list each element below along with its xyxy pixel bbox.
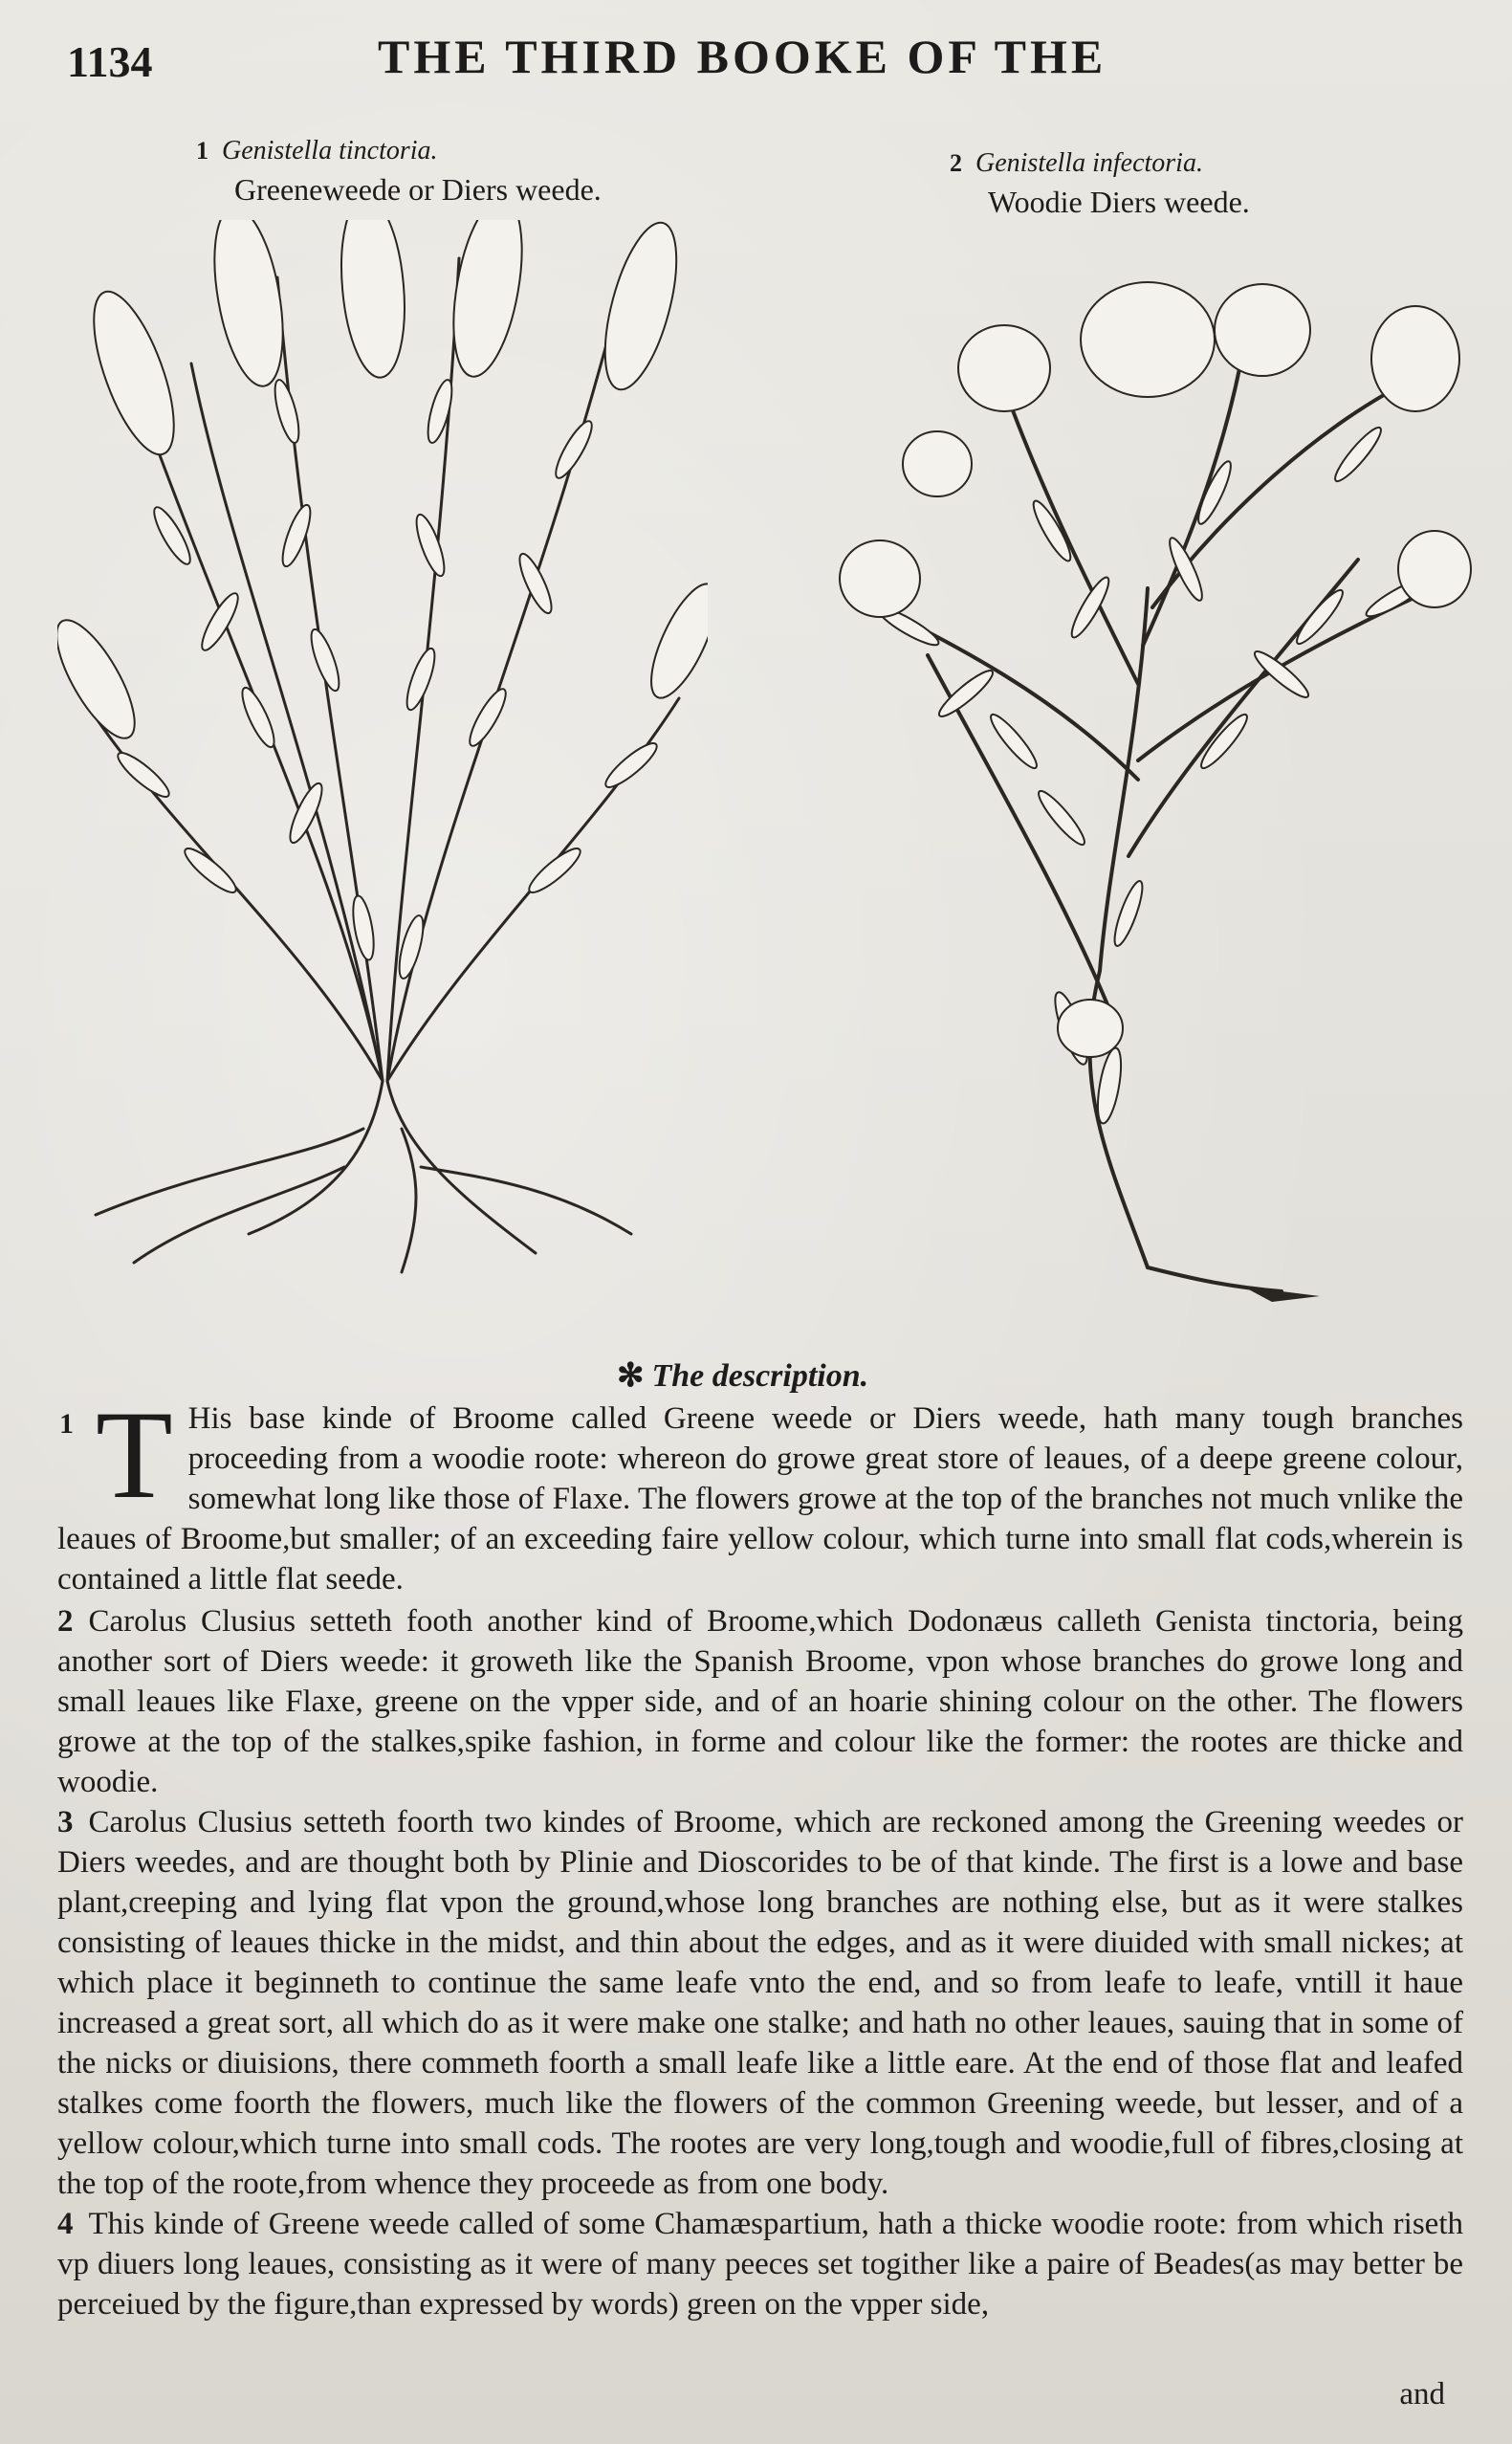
- page-header: [67, 29, 1463, 105]
- paragraph-3-number: 3: [57, 1805, 74, 1839]
- figure-2-number: 2: [950, 149, 962, 177]
- catchword: and: [1399, 2377, 1445, 2411]
- paragraph-4: [57, 2204, 1463, 2324]
- description-text: [57, 1384, 1463, 2324]
- figure-2-woodcut: [822, 244, 1473, 1315]
- description-heading: [617, 1356, 868, 1395]
- woodie-diers-weede-illustration: [822, 244, 1473, 1315]
- figure-1-woodcut: [57, 220, 708, 1301]
- page-number: 1134: [67, 37, 153, 86]
- paragraph-2: [57, 1601, 1463, 1802]
- paragraph-4-number: 4: [57, 2207, 74, 2241]
- paragraph-1: [57, 1384, 1463, 1599]
- figure-1-english-name: Greeneweede or Diers weede.: [234, 172, 602, 207]
- figure-1-caption: [196, 129, 602, 209]
- fleuron-mark: ✻: [617, 1358, 645, 1394]
- figure-1-latin-name: Genistella tinctoria.: [222, 136, 438, 165]
- figure-2-latin-name: Genistella infectoria.: [975, 148, 1203, 178]
- greeneweede-illustration: [57, 220, 708, 1301]
- description-heading-text: The description.: [651, 1358, 869, 1394]
- paragraph-2-text: Carolus Clusius setteth footh another kind of Broome,which Dodonæus calleth Genista tinctoria, being another sort of Diers weede: it groweth like the Spanish Broome, vpon whose branches do growe long and small leaues like Flaxe, greene on the vpper side, and of an hoarie shining colour on the other. The flowers growe at the top of the stalkes,spike fashion, in forme and colour like the former: the rootes are thicke and woodie.: [57, 1604, 1463, 1799]
- running-head: THE THIRD BOOKE OF THE: [378, 30, 1107, 83]
- drop-capital: T: [96, 1384, 173, 1525]
- figure-2-english-name: Woodie Diers weede.: [988, 185, 1250, 219]
- paragraph-2-number: 2: [57, 1604, 74, 1639]
- paragraph-4-text: This kinde of Greene weede called of some Chamæspartium, hath a thicke woodie roote: from which riseth vp diuers long leaues, consisting as it were of many peeces set togither like a paire of Beades(as may better be perceiued by the figure,than expressed by words) green on the vpper side,: [57, 2207, 1463, 2322]
- figure-2-caption: [950, 142, 1250, 221]
- paragraph-3: [57, 1802, 1463, 2204]
- paragraph-1-text: His base kinde of Broome called Greene weede or Diers weede, hath many tough branches proceeding from a woodie roote: whereon do growe great store of leaues, of a deepe greene colour, somewhat long like those of Flaxe. The flowers growe at the top of the branches not much vnlike the leaues of Broome,but smaller; of an exceeding faire yellow colour, which turne into small flat cods,wherein is contained a little flat seede.: [57, 1401, 1463, 1596]
- paragraph-3-text: Carolus Clusius setteth foorth two kindes of Broome, which are reckoned among the Greening weedes or Diers weedes, and are thought both by Plinie and Dioscorides to be of that kinde. The first is a lowe and base plant,creeping and lying flat vpon the ground,whose long branches are nothing else, but as it were stalkes consisting of leaues thicke in the midst, and thin about the edges, and as it were diuided with small nickes; at which place it beginneth to continue the same leafe vnto the end, and so from leafe to leafe, vntill it haue increased a great sort, all which do as it were make one stalke; and hath no other leaues, sauing that in some of the nicks or diuisions, there commeth foorth a small leafe like a little eare. At the end of those flat and leafed stalkes come foorth the flowers, much like the flowers of the common Greening weede, but lesser, and of a yellow colour,which turne into small cods. The rootes are very long,tough and woodie,full of fibres,closing at the top of the roote,from whence they proceede as from one body.: [57, 1805, 1463, 2201]
- paragraph-1-number: 1: [59, 1408, 74, 1440]
- figure-1-number: 1: [196, 137, 208, 165]
